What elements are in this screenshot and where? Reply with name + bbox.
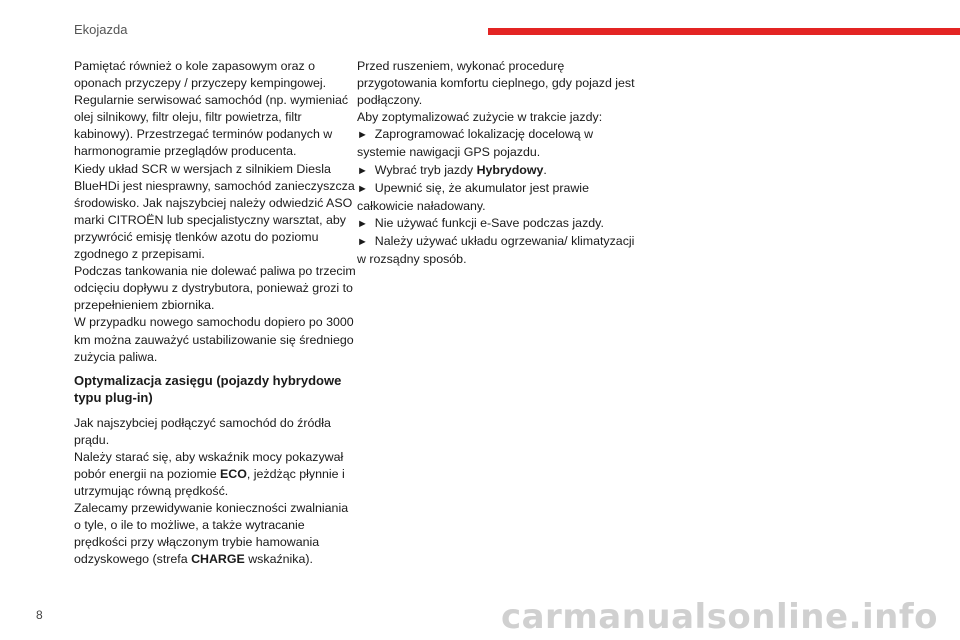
left-column [74,58,358,569]
bullet-text: Zaprogramować lokalizację docelową w systemie nawigacji GPS pojazdu. [357,127,594,160]
page-number: 8 [36,608,43,622]
charge-text-before: Zalecamy przewidywanie konieczności zwalniania o tyle, o ile to możliwe, a także wytracanie prędkości przy włączonym trybie hamowania odzyskowego (strefa [74,501,349,567]
paragraph-connect: Jak najszybciej podłączyć samochód do źródła prądu. [74,415,331,447]
eco-text-after: , jeżdżąc płynnie i utrzymując równą prędkość. [74,466,345,499]
bullet-text-end: . [543,162,547,177]
bullet-text: Wybrać tryb jazdy [374,162,477,177]
bullet-arrow-icon: ► [357,182,368,195]
bullet-arrow-icon: ► [357,164,368,177]
charge-label: CHARGE [191,552,245,567]
bullet-esave [357,215,637,233]
paragraph-scr: Kiedy układ SCR w wersjach z silnikiem Diesla BlueHDi jest niesprawny, samochód zanieczyszcza środowisko. Jak najszybciej należy odwiedzić ASO marki CITROËN lub specjalistyczny warsztat, aby przywrócić emisję tlenków azotu do poziomu zgodnego z przepisami. [74,161,355,262]
charge-text-after: wskaźnika). [244,552,313,567]
paragraph-optimize-intro: Aby zoptymalizować zużycie w trakcie jazdy: [357,110,603,125]
bullet-heating [357,233,637,268]
bullet-arrow-icon: ► [357,217,368,230]
paragraph-preconditioning: Przed ruszeniem, wykonać procedurę przygotowania komfortu cieplnego, gdy pojazd jest podłączony. [357,59,635,108]
bullet-arrow-icon: ► [357,129,368,142]
paragraph-service: Regularnie serwisować samochód (np. wymieniać olej silnikowy, filtr oleju, filtr powietrza, filtr kabinowy). Przestrzegać terminów podanych w harmonogramie przeglądów producenta. [74,93,349,159]
paragraph-refuel: Podczas tankowania nie dolewać paliwa po trzecim odcięciu dopływu z dystrybutora, ponieważ grozi to przepełnieniem zbiornika. [74,264,356,313]
bullet-gps [357,126,637,161]
eco-text-before: Należy starać się, aby wskaźnik mocy pokazywał pobór energii na poziomie [74,449,344,481]
bullet-text: Należy używać układu ogrzewania/ klimatyzacji w rozsądny sposób. [357,233,635,267]
paragraph-eco [74,449,358,500]
right-column [357,58,637,268]
hybrid-mode-label: Hybrydowy [476,162,544,177]
eco-label: ECO [220,466,247,481]
bullet-battery [357,180,637,215]
paragraph-charge [74,500,358,568]
section-title: Ekojazda [74,22,128,37]
section-heading: Optymalizacja zasięgu (pojazdy hybrydowe typu plug-in) [74,372,342,406]
bullet-text: Upewnić się, że akumulator jest prawie całkowicie naładowany. [357,180,589,213]
header-accent-bar [488,28,960,35]
bullet-hybrid-mode [357,162,637,180]
bullet-text: Nie używać funkcji e-Save podczas jazdy. [374,215,604,230]
paragraph-new-car: W przypadku nowego samochodu dopiero po 3000 km można zauważyć ustabilizowanie się średniego zużycia paliwa. [74,315,354,364]
paragraph-spare-wheel: Pamiętać również o kole zapasowym oraz o oponach przyczepy / przyczepy kempingowej. [74,59,327,91]
watermark: carmanualsonline.info [500,597,938,637]
bullet-arrow-icon: ► [357,235,368,248]
